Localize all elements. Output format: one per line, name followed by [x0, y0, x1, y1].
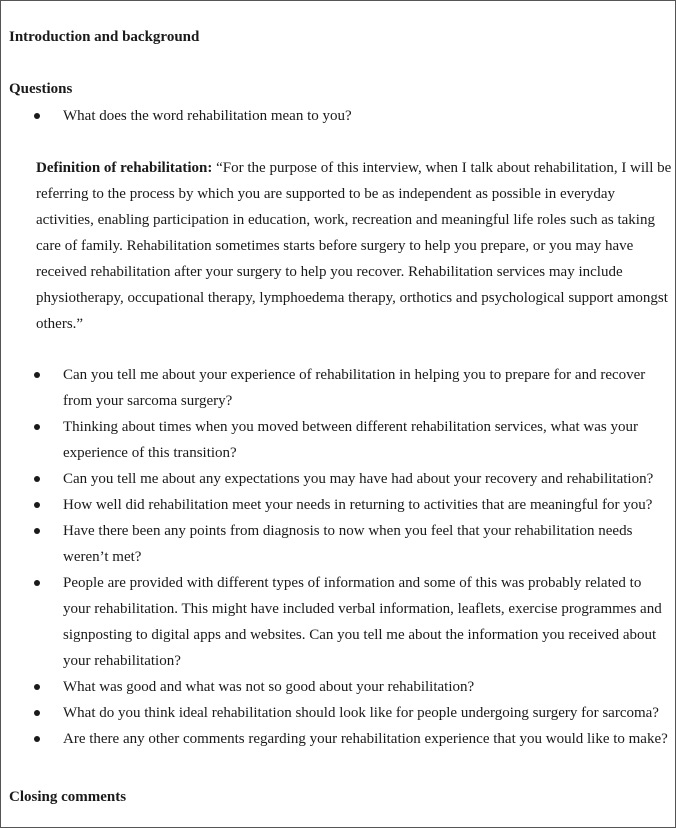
bullet-icon [34, 372, 40, 378]
question-list [1, 362, 675, 752]
question-text: Have there been any points from diagnosis to now when you feel that your rehabilitation needs weren’t met? [63, 523, 633, 565]
list-item [1, 674, 675, 700]
section-heading-introduction: Introduction and background [9, 29, 200, 45]
bullet-icon [34, 580, 40, 586]
list-item [1, 414, 675, 466]
question-text: Thinking about times when you moved between different rehabilitation services, what was your experience of this transition? [63, 419, 638, 461]
first-question-list [1, 103, 675, 129]
section-heading-closing: Closing comments [9, 789, 127, 805]
bullet-icon [34, 528, 40, 534]
bullet-icon [34, 113, 40, 119]
list-item [1, 570, 675, 674]
question-text: What was good and what was not so good about your rehabilitation? [63, 679, 475, 695]
list-item [1, 362, 675, 414]
list-item [1, 700, 675, 726]
bullet-icon [34, 684, 40, 690]
bullet-icon [34, 736, 40, 742]
list-item [1, 466, 675, 492]
list-item [1, 103, 675, 129]
question-text: What do you think ideal rehabilitation should look like for people undergoing surgery for sarcoma? [63, 705, 659, 721]
question-text: What does the word rehabilitation mean to you? [63, 108, 352, 124]
question-text: How well did rehabilitation meet your needs in returning to activities that are meaningful for you? [63, 497, 653, 513]
definition-text: “For the purpose of this interview, when I talk about rehabilitation, I will be referring to the process by which you are supported to be as independent as possible in everyday activities, enabling participation in education, work, recreation and meaningful life roles such as taking care of family. Rehabilitation sometimes starts before surgery to help you prepare, or you may have received rehabilitation after your surgery to help you recover. Rehabilitation services may include physiotherapy, occupational therapy, lymphoedema therapy, orthotics and psychological support amongst others.” [36, 160, 672, 332]
rehabilitation-definition [36, 155, 672, 337]
list-item [1, 726, 675, 752]
question-text: Can you tell me about any expectations you may have had about your recovery and rehabilitation? [63, 471, 654, 487]
bullet-icon [34, 476, 40, 482]
section-heading-questions: Questions [9, 81, 73, 97]
bullet-icon [34, 710, 40, 716]
question-text: Can you tell me about your experience of rehabilitation in helping you to prepare for and recover from your sarcoma surgery? [63, 367, 646, 409]
list-item [1, 492, 675, 518]
question-text: Are there any other comments regarding your rehabilitation experience that you would like to make? [63, 731, 668, 747]
bullet-icon [34, 502, 40, 508]
bullet-icon [34, 424, 40, 430]
list-item [1, 518, 675, 570]
question-text: People are provided with different types of information and some of this was probably related to your rehabilitation. This might have included verbal information, leaflets, exercise programmes and signposting to digital apps and websites. Can you tell me about the information you received about your rehabilitation? [63, 575, 662, 669]
definition-label: Definition of rehabilitation: [36, 160, 213, 176]
